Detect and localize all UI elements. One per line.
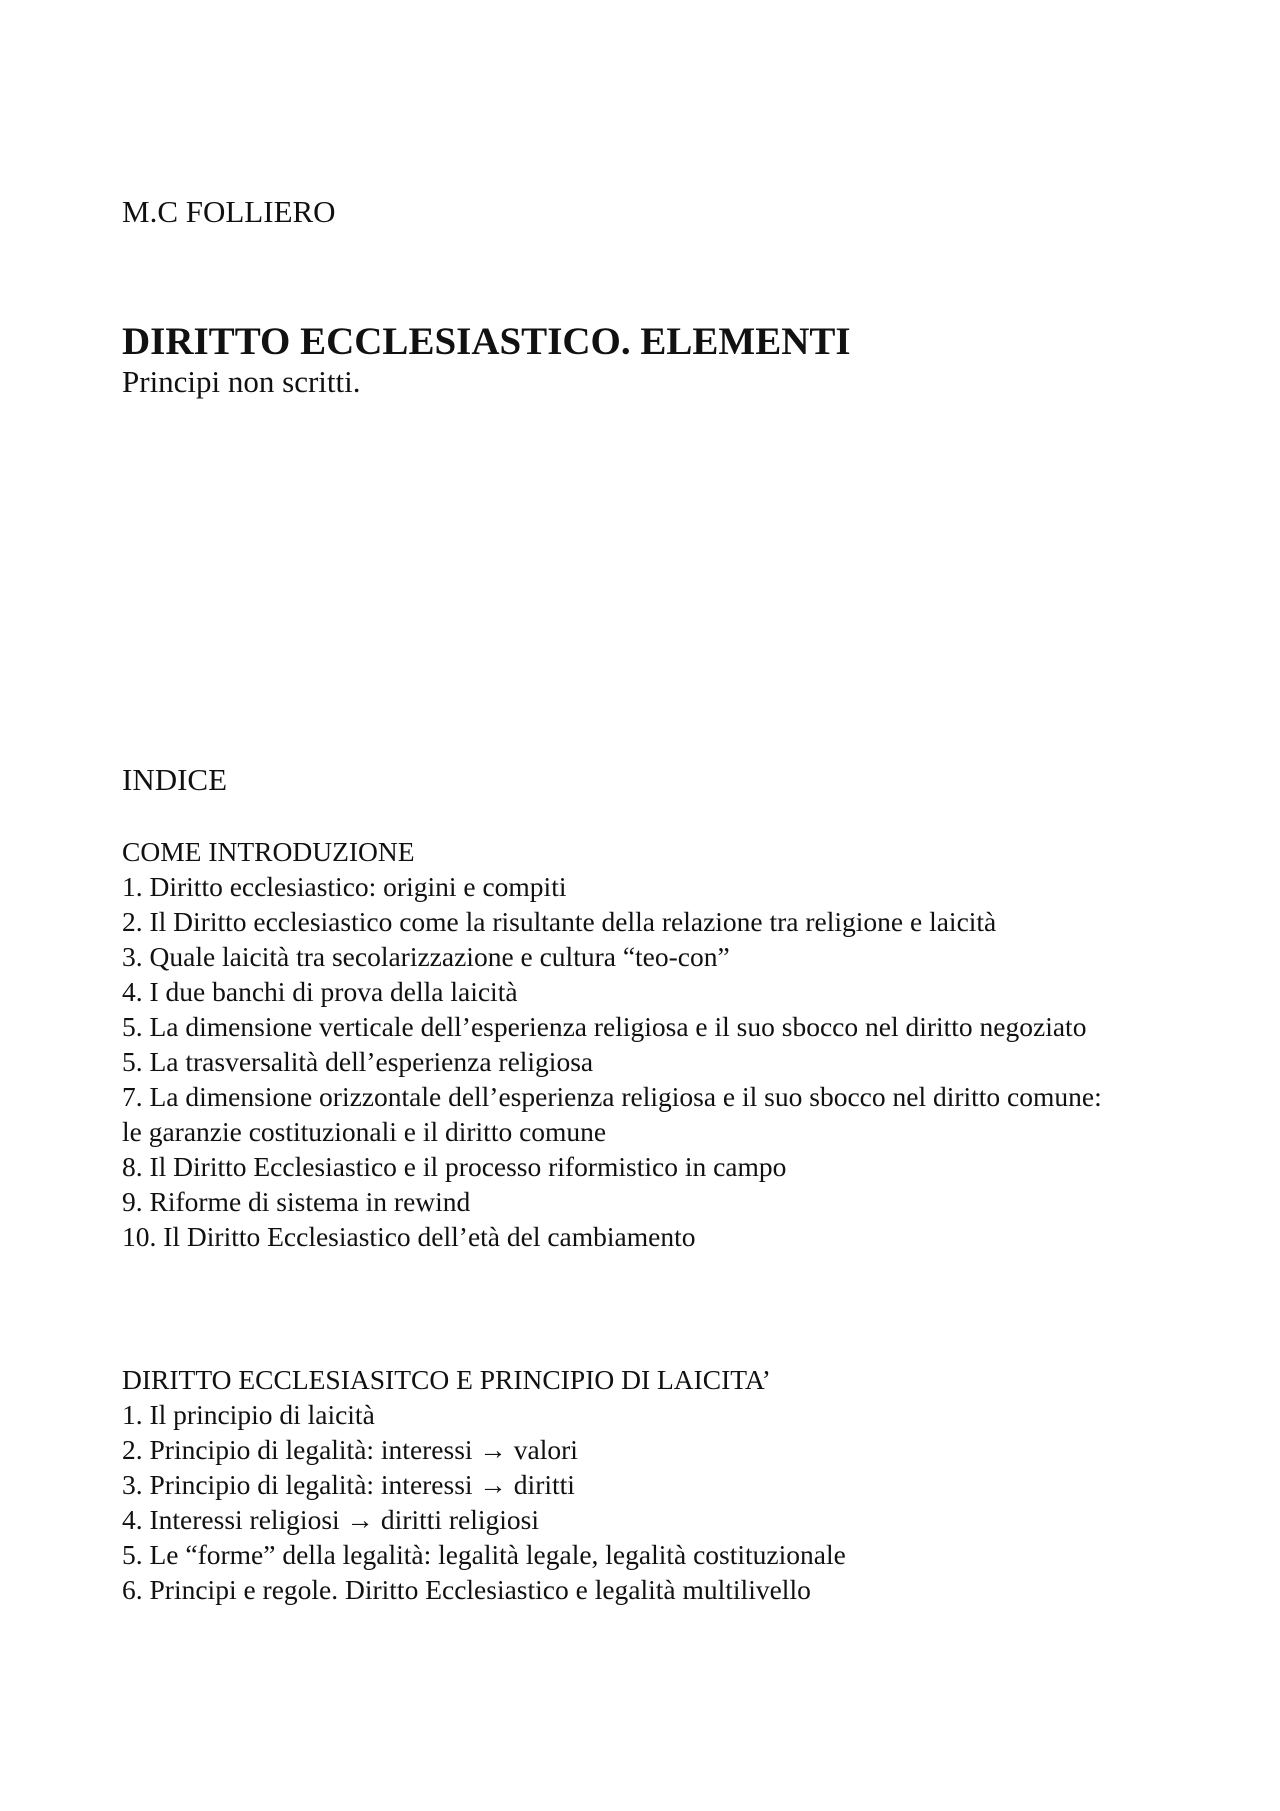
section-heading: COME INTRODUZIONE xyxy=(122,836,415,867)
toc-entry: 5. La trasversalità dell’esperienza religiosa xyxy=(122,1046,594,1077)
toc-entry: 6. Principi e regole. Diritto Ecclesiastico e legalità multilivello xyxy=(122,1574,811,1605)
index-section-laicita xyxy=(122,1362,1122,1607)
toc-entry: 4. I due banchi di prova della laicità xyxy=(122,976,518,1007)
index-heading: INDICE xyxy=(122,762,228,797)
toc-entry: 1. Diritto ecclesiastico: origini e compiti xyxy=(122,871,567,902)
toc-entry: 5. Le “forme” della legalità: legalità legale, legalità costituzionale xyxy=(122,1539,846,1570)
toc-entry: 10. Il Diritto Ecclesiastico dell’età del cambiamento xyxy=(122,1221,696,1252)
toc-entry: 3. Quale laicità tra secolarizzazione e cultura “teo-con” xyxy=(122,941,730,972)
toc-entry: 4. Interessi religiosi → diritti religiosi xyxy=(122,1504,540,1535)
toc-entry: 1. Il principio di laicità xyxy=(122,1399,375,1430)
section-heading: DIRITTO ECCLESIASITCO E PRINCIPIO DI LAICITA’ xyxy=(122,1364,771,1395)
toc-entry: 2. Principio di legalità: interessi → valori xyxy=(122,1434,578,1465)
toc-entry: 5. La dimensione verticale dell’esperienza religiosa e il suo sbocco nel diritto negoziato xyxy=(122,1011,1087,1042)
toc-entry: 2. Il Diritto ecclesiastico come la risultante della relazione tra religione e laicità xyxy=(122,906,997,937)
toc-entry: 3. Principio di legalità: interessi → diritti xyxy=(122,1469,575,1500)
toc-entry: 8. Il Diritto Ecclesiastico e il processo riformistico in campo xyxy=(122,1151,787,1182)
author-name: M.C FOLLIERO xyxy=(122,194,336,229)
document-title: DIRITTO ECCLESIASTICO. ELEMENTI xyxy=(122,320,851,363)
toc-entry: 7. La dimensione orizzontale dell’esperienza religiosa e il suo sbocco nel diritto comune: le garanzie costituzionali e il diritto comune xyxy=(122,1081,1102,1147)
toc-entry: 9. Riforme di sistema in rewind xyxy=(122,1186,471,1217)
document-subtitle: Principi non scritti. xyxy=(122,364,361,399)
index-section-introduzione xyxy=(122,834,1122,1254)
